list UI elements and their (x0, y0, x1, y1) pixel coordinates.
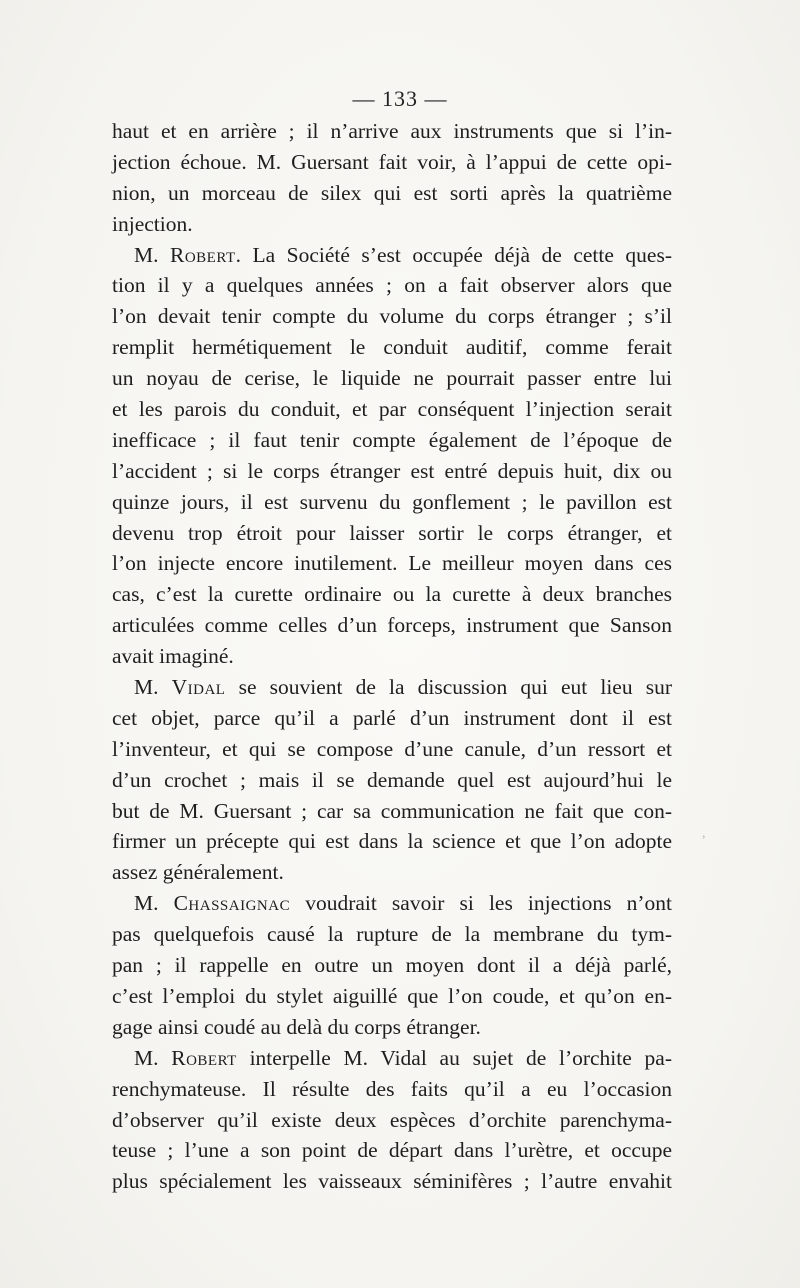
line-text: et les parois du conduit, et par conséquent l’injection serait (112, 397, 672, 422)
speaker-name: Robert (171, 1045, 237, 1070)
line-text: firmer un précepte qui est dans la science et que l’on adopte (112, 829, 672, 854)
text-line (112, 857, 672, 888)
text-line (112, 1043, 672, 1074)
text-line (112, 765, 672, 796)
text-line (112, 888, 672, 919)
page-body-text (112, 116, 672, 1197)
text-line (112, 548, 672, 579)
margin-speck: , (702, 826, 706, 841)
speaker-prefix: M. (134, 675, 172, 700)
line-text: se souvient de la discussion qui eut lieu sur (225, 675, 673, 700)
line-text: jection échoue. M. Guersant fait voir, à l’appui de cette opi- (112, 149, 672, 174)
line-text: nion, un morceau de silex qui est sorti après la quatrième (112, 180, 672, 205)
line-text: interpelle M. Vidal au sujet de l’orchite pa- (236, 1045, 672, 1070)
text-line (112, 672, 672, 703)
line-text: remplit hermétiquement le conduit auditif, comme ferait (112, 335, 672, 360)
text-line (112, 579, 672, 610)
line-text: voudrait savoir si les injections n’ont (290, 891, 672, 916)
text-line (112, 518, 672, 549)
text-line (112, 1166, 672, 1197)
text-line (112, 981, 672, 1012)
line-text: devenu trop étroit pour laisser sortir le corps étranger, et (112, 520, 672, 545)
text-line (112, 394, 672, 425)
text-line (112, 610, 672, 641)
line-text: pas quelquefois causé la rupture de la membrane du tym- (112, 922, 672, 947)
text-line (112, 425, 672, 456)
text-line (112, 147, 672, 178)
line-text: injection. (112, 211, 193, 236)
line-text: l’inventeur, et qui se compose d’une canule, d’un ressort et (112, 736, 672, 761)
text-line (112, 1012, 672, 1043)
text-line (112, 456, 672, 487)
text-line (112, 734, 672, 765)
text-line (112, 796, 672, 827)
line-text: . La Société s’est occupée déjà de cette ques- (235, 242, 672, 267)
line-text: un noyau de cerise, le liquide ne pourrait passer entre lui (112, 366, 672, 391)
text-line (112, 178, 672, 209)
line-text: haut et en arrière ; il n’arrive aux instruments que si l’in- (112, 119, 672, 143)
line-text: plus spécialement les vaisseaux séminifères ; l’autre envahit (112, 1169, 672, 1194)
line-text: assez généralement. (112, 860, 284, 885)
text-line (112, 116, 672, 147)
line-text: avait imaginé. (112, 644, 234, 669)
speaker-prefix: M. (134, 1045, 172, 1070)
line-text: cet objet, parce qu’il a parlé d’un instrument dont il est (112, 705, 672, 730)
line-text: gage ainsi coudé au delà du corps étranger. (112, 1014, 481, 1039)
text-line (112, 919, 672, 950)
line-text: cas, c’est la curette ordinaire ou la curette à deux branches (112, 582, 672, 607)
page-number: — 133 — (352, 86, 448, 111)
speaker-name: Vidal (171, 675, 226, 700)
text-line (112, 1074, 672, 1105)
line-text: but de M. Guersant ; car sa communication ne fait que con- (112, 798, 672, 823)
line-text: l’on injecte encore inutilement. Le meilleur moyen dans ces (112, 551, 672, 576)
text-line (112, 641, 672, 672)
text-line (112, 703, 672, 734)
line-text: c’est l’emploi du stylet aiguillé que l’on coude, et qu’on en- (112, 983, 672, 1008)
text-line (112, 950, 672, 981)
text-line (112, 332, 672, 363)
line-text: l’on devait tenir compte du volume du corps étranger ; s’il (112, 304, 672, 329)
speaker-prefix: M. (134, 891, 174, 916)
line-text: renchymateuse. Il résulte des faits qu’il a eu l’occasion (112, 1076, 672, 1101)
line-text: d’observer qu’il existe deux espèces d’orchite parenchyma- (112, 1107, 672, 1132)
text-line (112, 826, 672, 857)
text-line (112, 1105, 672, 1136)
speaker-name: Robert (170, 242, 236, 267)
line-text: tion il y a quelques années ; on a fait observer alors que (112, 273, 672, 298)
text-line (112, 301, 672, 332)
text-line (112, 1135, 672, 1166)
speaker-name: Chassaignac (173, 891, 291, 916)
text-line (112, 363, 672, 394)
line-text: quinze jours, il est survenu du gonflement ; le pavillon est (112, 489, 672, 514)
line-text: l’accident ; si le corps étranger est entré depuis huit, dix ou (112, 458, 672, 483)
text-line (112, 240, 672, 271)
speaker-prefix: M. (134, 242, 170, 267)
text-line (112, 270, 672, 301)
line-text: articulées comme celles d’un forceps, instrument que Sanson (112, 613, 672, 638)
line-text: d’un crochet ; mais il se demande quel est aujourd’hui le (112, 767, 672, 792)
line-text: pan ; il rappelle en outre un moyen dont il a déjà parlé, (112, 953, 672, 978)
text-line (112, 487, 672, 518)
line-text: teuse ; l’une a son point de départ dans l’urètre, et occupe (112, 1138, 672, 1163)
line-text: inefficace ; il faut tenir compte également de l’époque de (112, 427, 672, 452)
text-line (112, 209, 672, 240)
